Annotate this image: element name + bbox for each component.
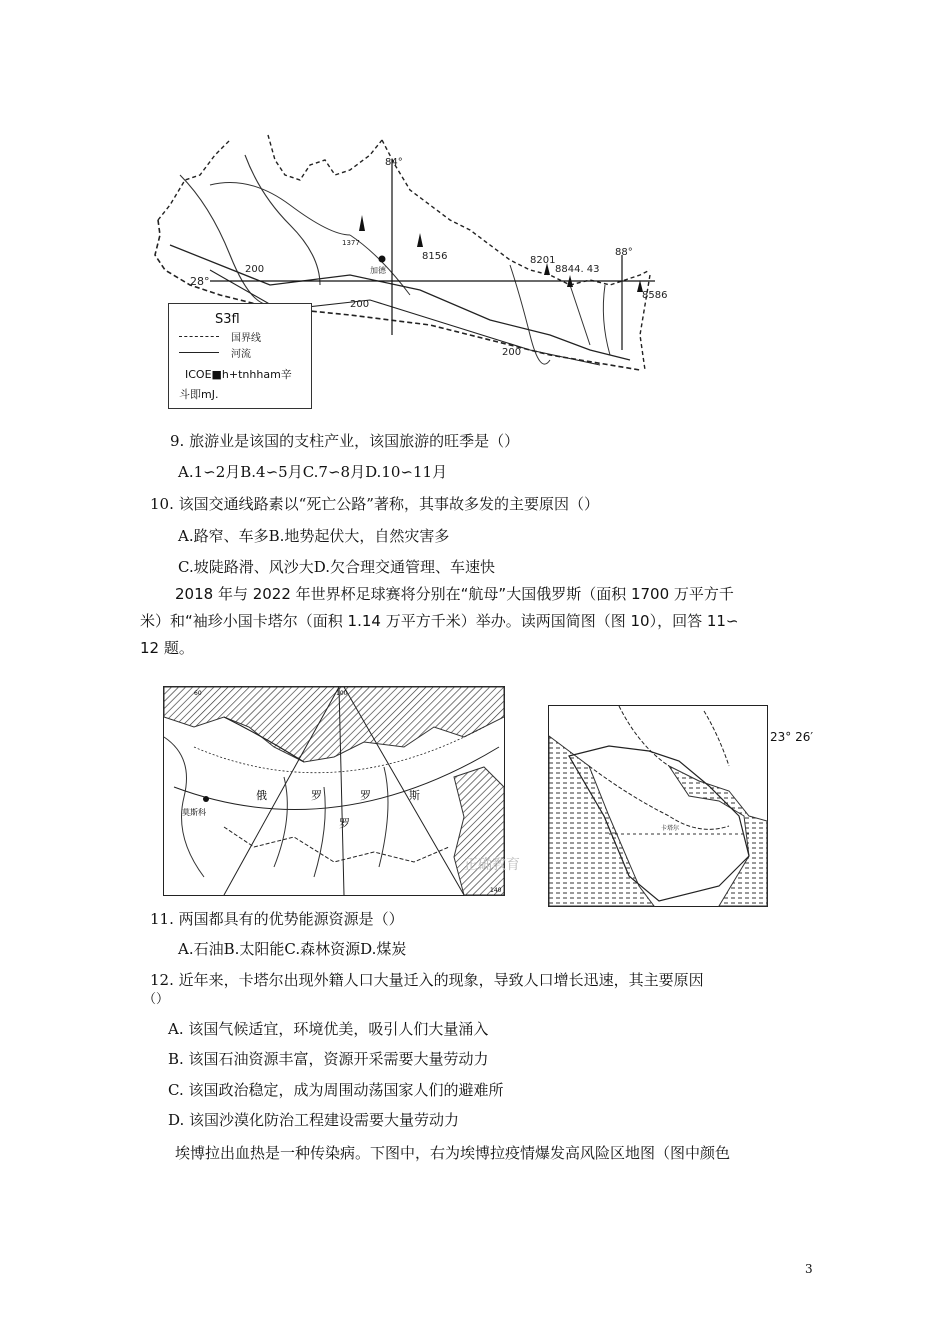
q10-stem: 10. 该国交通线路素以“死亡公路”著称，其事故多发的主要原因（） (150, 495, 599, 513)
peak-small-label: 1377 (342, 239, 360, 247)
peak-8844-label: 8844. 43 (555, 264, 600, 275)
map1-legend (168, 303, 312, 409)
city-label: 加德 (370, 266, 386, 275)
peak-8156-label: 8156 (422, 251, 448, 262)
russia-label-3: 罗 (360, 789, 371, 802)
q12-option-b: B. 该国石油资源丰富，资源开采需要大量劳动力 (168, 1050, 489, 1068)
qatar-map (548, 705, 768, 907)
russia-label-4: 斯 (409, 789, 420, 802)
legend-river-label: 河流 (231, 349, 251, 360)
qatar-label: 卡塔尔 (661, 825, 680, 832)
intro-line-3: 12 题。 (140, 639, 194, 657)
legend-line3: ICOE■h+tnhham辛 (185, 368, 292, 381)
nepal-map (150, 135, 668, 410)
border-legend-line (179, 336, 219, 337)
legend-line4: 斗即mJ. (179, 388, 219, 401)
contour-200-label: 200 (502, 347, 522, 358)
lat-23-label: 23° 26′ (770, 730, 814, 744)
lat-28-label: 28° (190, 275, 210, 288)
q11-stem: 11. 两国都具有的优势能源资源是（） (150, 910, 404, 928)
tick-140: 140 (490, 887, 502, 894)
q10-options-2: C.坡陡路滑、风沙大D.欠合理交通管理、车速快 (178, 558, 495, 576)
q12-option-d: D. 该国沙漠化防治工程建设需要大量劳动力 (168, 1111, 460, 1129)
q12-option-c: C. 该国政治稳定，成为周围动荡国家人们的避难所 (168, 1081, 504, 1099)
intro-line-1: 2018 年与 2022 年世界杯足球赛将分别在“航母”大国俄罗斯（面积 1700 万平方千 (175, 585, 734, 603)
lat-88-label: 88° (615, 247, 633, 258)
q12-stem: 12. 近年来，卡塔尔出现外籍人口大量迁入的现象，导致人口增长迅速，其主要原因 (150, 971, 704, 989)
q11-options: A.石油B.太阳能C.森林资源D.煤炭 (178, 940, 407, 958)
q12-option-a: A. 该国气候适宜，环境优美，吸引人们大量涌入 (168, 1020, 489, 1038)
contour-200-label: 200 (245, 264, 265, 275)
tick-100: 100 (336, 690, 348, 697)
river-legend-line (179, 352, 219, 353)
q9-stem: 9. 旅游业是该国的支柱产业，该国旅游的旺季是（） (170, 432, 520, 450)
peak-8201-label: 8201 (530, 255, 556, 266)
tick-60: 60 (194, 690, 202, 697)
legend-title: S3fl (215, 312, 240, 327)
lat-84-label: 84° (385, 157, 403, 168)
peak-8586-label: 8586 (642, 290, 668, 301)
russia-label-1: 俄 (256, 789, 267, 802)
legend-border-label: 国界线 (231, 333, 261, 344)
q10-options-1: A.路窄、车多B.地势起伏大，自然灾害多 (178, 527, 450, 545)
ebola-intro: 埃博拉出血热是一种传染病。下图中，右为埃博拉疫情爆发高风险区地图（图中颜色 (175, 1144, 731, 1162)
russia-map (163, 686, 520, 896)
contour-200-label: 200 (350, 299, 370, 310)
moscow-label: 莫斯科 (182, 808, 206, 817)
intro-line-2: 米）和“袖珍小国卡塔尔（面积 1.14 万平方千米）举办。读两国简图（图 10），回答 11∽ (140, 612, 739, 630)
q9-options: A.1∽2月B.4∽5月C.7∽8月D.10∽11月 (178, 463, 448, 481)
watermark: 正确教育 (464, 857, 520, 873)
russia-label-2: 罗 (311, 789, 322, 802)
page-number: 3 (805, 1262, 813, 1276)
russia-label-5: 罗 (339, 817, 350, 830)
q12-paren: （） (143, 992, 170, 1007)
